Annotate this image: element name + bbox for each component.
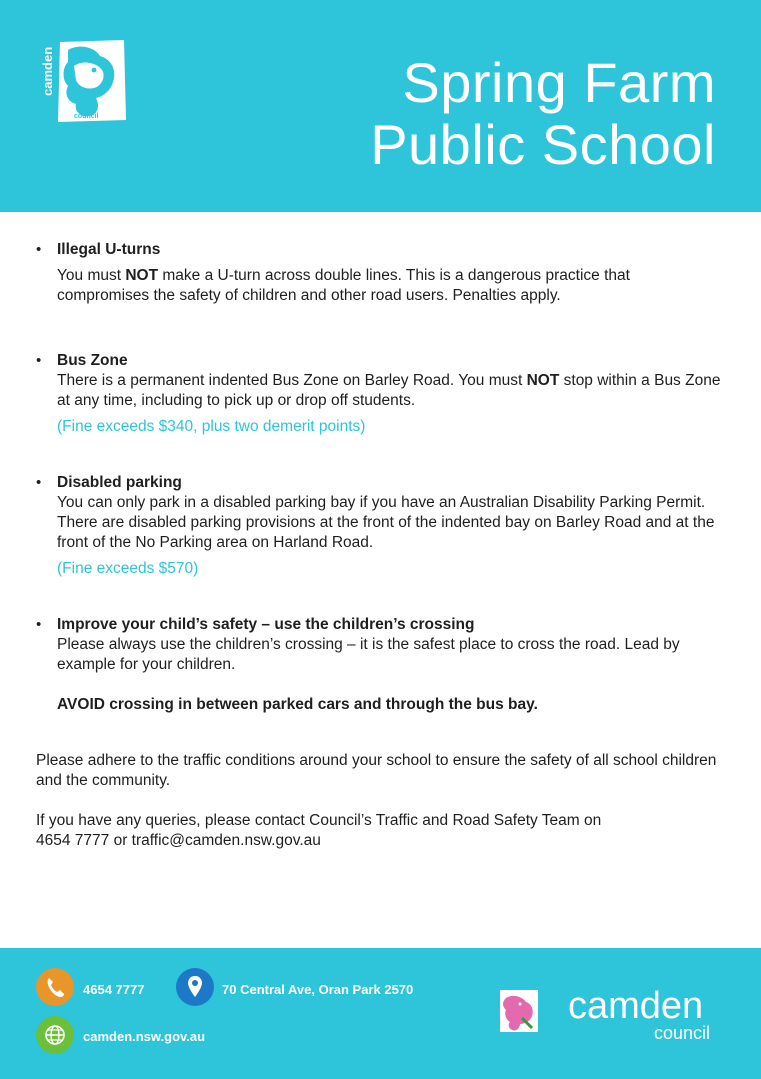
bullet: • [36, 352, 42, 369]
footer-address: 70 Central Ave, Oran Park 2570 [222, 982, 414, 997]
bullet: • [36, 474, 42, 491]
logo-council-text: council [74, 113, 99, 120]
main-content [36, 240, 726, 851]
footer-banner [0, 948, 761, 1079]
closing-paragraph: Please adhere to the traffic conditions around your school to ensure the safety of all school children and the community. [36, 752, 717, 789]
item-title: Disabled parking [57, 474, 182, 491]
bullet: • [36, 616, 42, 633]
emphasis-text: AVOID crossing in between parked cars and through the bus bay. [57, 696, 538, 713]
footer-brand-camden: camden [568, 985, 704, 1027]
footer-phone: 4654 7777 [83, 982, 145, 997]
list-item-illegal-uturns [36, 240, 726, 306]
footer-brand-council: council [654, 1023, 711, 1043]
item-body [57, 266, 726, 306]
title-line-2: Public School [370, 113, 716, 176]
body-text: You must [57, 267, 126, 284]
logo-camden-text: camden [40, 46, 55, 96]
body-bold: NOT [125, 267, 159, 284]
camden-council-logo [38, 36, 128, 126]
body-bold: NOT [526, 372, 560, 389]
contact-paragraph-line-2: 4654 7777 or traffic@camden.nsw.gov.au [36, 832, 321, 849]
body-text: make a U-turn across double lines. This is a dangerous practice that compromises the safety of children and other road users. Penalties apply. [57, 267, 630, 304]
bullet: • [36, 241, 42, 258]
item-title: Illegal U-turns [57, 241, 161, 258]
title-line-1: Spring Farm [402, 51, 716, 114]
item-title: Improve your child’s safety – use the children’s crossing [57, 616, 475, 633]
footer-website[interactable]: camden.nsw.gov.au [83, 1029, 206, 1044]
header-banner [0, 0, 761, 212]
platypus-logo [492, 988, 540, 1036]
list-item-bus-zone [36, 351, 726, 437]
contact-paragraph-line-1: If you have any queries, please contact Council’s Traffic and Road Safety Team on [36, 812, 602, 829]
phone-icon [36, 968, 74, 1006]
fine-notice: (Fine exceeds $340, plus two demerit points) [57, 418, 366, 435]
globe-icon [36, 1016, 74, 1054]
fine-notice: (Fine exceeds $570) [57, 560, 199, 577]
page-title [196, 52, 716, 176]
location-pin-icon [176, 968, 214, 1006]
item-body [57, 371, 726, 411]
body-text: stop within a Bus Zone at any time, including to pick up or drop off students. [57, 372, 721, 409]
item-title: Bus Zone [57, 352, 128, 369]
body-text: There is a permanent indented Bus Zone on Barley Road. You must [57, 372, 527, 389]
list-item-childrens-crossing [36, 615, 726, 715]
list-item-disabled-parking [36, 473, 726, 579]
item-body: You can only park in a disabled parking bay if you have an Australian Disability Parking Permit. There are disabled parking provisions at the front of the indented bay on Barley Road and at the front of the No Parking area on Harland Road. [57, 494, 715, 551]
item-body: Please always use the children’s crossing – it is the safest place to cross the road. Lead by example for your children. [57, 636, 680, 673]
